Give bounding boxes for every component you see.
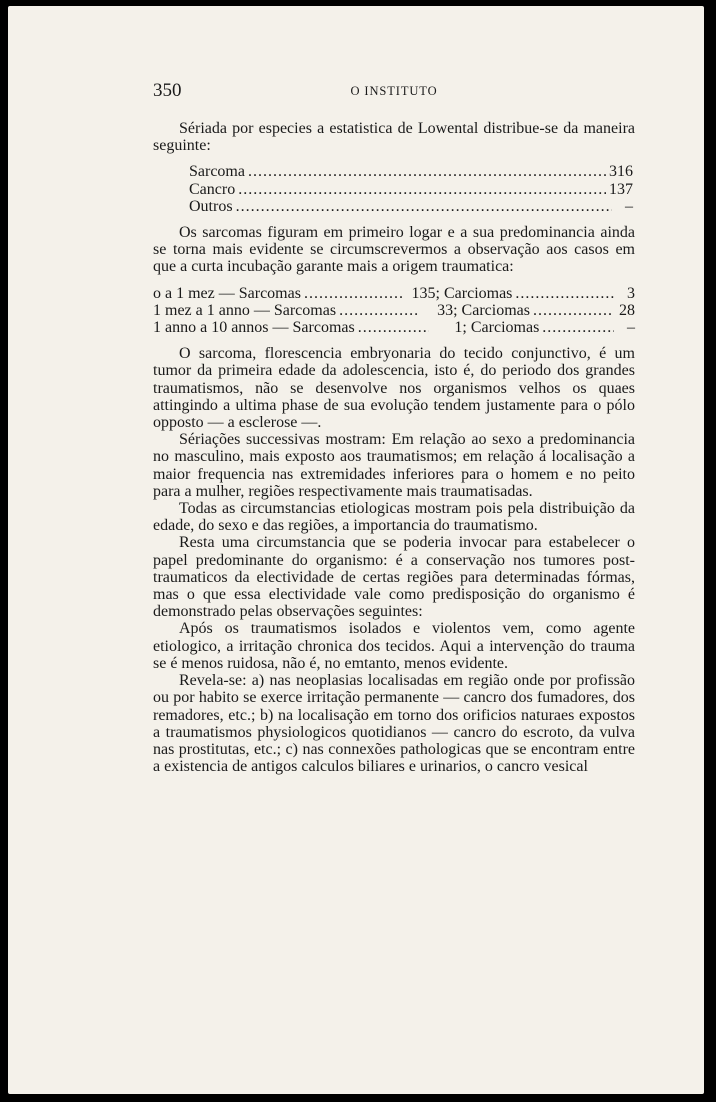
leader-dots xyxy=(339,302,420,319)
carcioma-count: 3 xyxy=(626,284,635,302)
body-paragraph: Após os traumatismos isolados e violentos vem, como agente etiologico, a irritação chronica dos tecidos. Aqui a intervenção do trauma se é menos ruidosa, não é, no emtanto, menos evidente. xyxy=(153,620,635,672)
carcioma-count: 28 xyxy=(619,301,635,319)
body-paragraph: Todas as circumstancias etiologicas mostram pois pela distribuição da edade, do sexo e das regiões, a importancia do traumatismo. xyxy=(153,500,635,535)
incubation-label: 1 anno a 10 annos — Sarcomas xyxy=(153,319,355,337)
list-item xyxy=(189,163,633,180)
body-paragraph: Revela-se: a) nas neoplasias localisadas em região onde por profissão ou por habito se exerce irritação permanente — cancro dos fumadores, dos remadores, etc.; b) na localisação em torno dos orificios naturaes expostos a traumatismos physiologicos quotidianos — cancro do escroto, da vulva nas prostitutas, etc.; c) nas connexões pathologicas que se encontram entre a existencia de antigos calculos biliares e urinarios, o cancro vesical xyxy=(153,672,635,776)
species-value: 137 xyxy=(609,180,633,198)
body-paragraph: Resta uma circumstancia que se poderia invocar para estabelecer o papel predominante do organismo: é a conservação nos tumores post-traumaticos da electividade de certas regiões para determinadas fórmas, mas o que essa electividade vale como predisposição do organismo é demonstrado pelas observações seguintes: xyxy=(153,534,635,621)
carcioma-label: Carciomas xyxy=(470,319,540,337)
list-item xyxy=(153,319,635,336)
list-item xyxy=(153,285,635,302)
leader-dots xyxy=(304,285,403,302)
species-list xyxy=(153,163,635,215)
sarcoma-count: 1 xyxy=(454,319,463,337)
page-body xyxy=(153,120,635,775)
body-paragraph: O sarcoma, florescencia embryonaria do tecido conjunctivo, é um tumor da primeira edade da adolescencia, isto é, do periodo dos grandes traumatismos, não se desenvolve nos organismos velhos os quaes attingindo a ultima phase de sua evolução tendem justamente para o pólo opposto — a esclerose —. xyxy=(153,345,635,432)
sarcoma-count: 33 xyxy=(437,301,454,319)
running-title: O INSTITUTO xyxy=(350,84,438,98)
leader-dots xyxy=(515,285,614,302)
leader-dots xyxy=(236,198,612,215)
sarcomas-paragraph: Os sarcomas figuram em primeiro logar e a sua predominancia ainda se torna mais evidente se circumscrevermos a observação aos casos em que a curta incubação garante mais a origem traumatica: xyxy=(153,224,635,276)
carcioma-count: – xyxy=(626,319,635,337)
intro-paragraph: Sériada por especies a estatistica de Lowental distribue-se da maneira seguinte: xyxy=(153,120,635,155)
incubation-list xyxy=(153,285,635,337)
species-value: – xyxy=(625,197,633,215)
species-label: Cancro xyxy=(189,180,236,198)
leader-dots xyxy=(533,302,614,319)
leader-dots xyxy=(542,319,614,336)
species-value: 316 xyxy=(609,163,633,181)
list-item xyxy=(189,181,633,198)
species-label: Outros xyxy=(189,197,233,215)
separator: ; xyxy=(462,319,471,337)
book-page xyxy=(8,6,704,1094)
list-item xyxy=(189,198,633,215)
carcioma-label: Carciomas xyxy=(461,301,530,319)
sarcoma-count: 135 xyxy=(411,284,436,302)
incubation-label: o a 1 mez — Sarcomas xyxy=(153,284,301,302)
leader-dots xyxy=(248,163,606,180)
incubation-label: 1 mez a 1 anno — Sarcomas xyxy=(153,301,337,319)
carcioma-label: Carciomas xyxy=(443,284,513,302)
leader-dots xyxy=(358,319,430,336)
body-paragraph: Sériações successivas mostram: Em relação ao sexo a predominancia no masculino, mais exposto aos traumatismos; em relação á localisação a maior frequencia nas extremidades inferiores para o homem e no peito para a mulher, regiões respectivamente mais traumatisadas. xyxy=(153,431,635,500)
leader-dots xyxy=(238,181,606,198)
page-number: 350 xyxy=(153,80,182,101)
list-item xyxy=(153,302,635,319)
page-header xyxy=(153,80,635,104)
separator: ; xyxy=(453,301,462,319)
species-label: Sarcoma xyxy=(189,163,245,181)
separator: ; xyxy=(435,284,444,302)
